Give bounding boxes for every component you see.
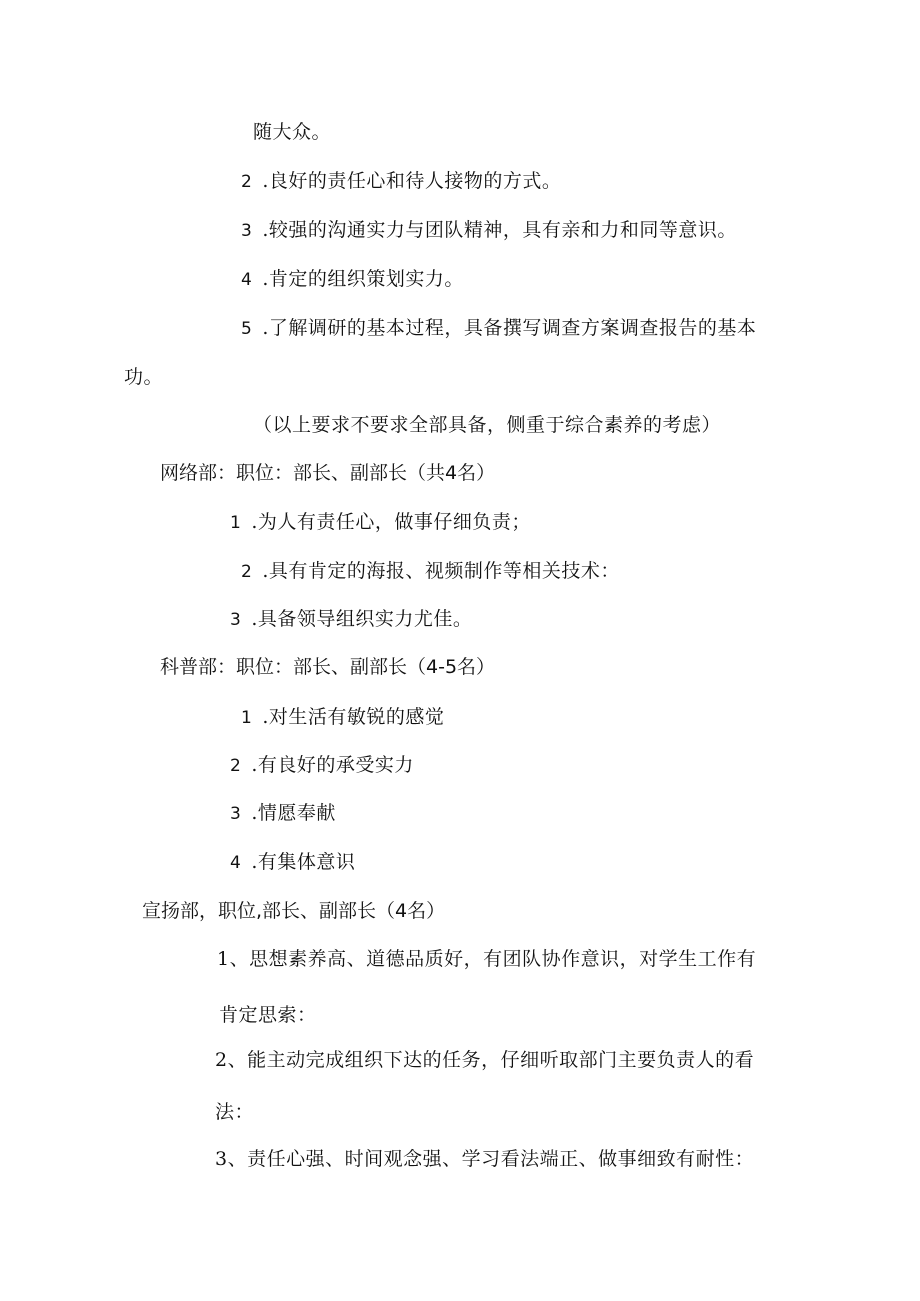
requirement-item	[241, 316, 756, 341]
item-text: .良好的责任心和待人接物的方式。	[262, 170, 562, 192]
requirement-item	[241, 169, 561, 194]
requirements-note: （以上要求不要求全部具备，侧重于综合素养的考虑）	[253, 414, 722, 436]
item-text: .了解调研的基本过程，具备撰写调查方案调查报告的基本	[262, 317, 757, 339]
item-number: 2	[241, 172, 253, 192]
item-text: .有良好的承受实力	[251, 754, 414, 776]
publicity-item: 3、责任心强、时间观念强、学习看法端正、做事细致有耐性：	[215, 1148, 755, 1170]
network-department-heading: 网络部：职位：部长、副部长（共4名）	[160, 462, 496, 484]
science-item	[241, 705, 444, 730]
requirement-item	[241, 218, 737, 243]
item-text: .具有肯定的海报、视频制作等相关技术：	[262, 560, 620, 582]
science-item	[230, 801, 336, 826]
item-number: 4	[241, 270, 253, 290]
item-text: .具备领导组织实力尤佳。	[251, 608, 473, 630]
item-text: .肯定的组织策划实力。	[262, 268, 464, 290]
publicity-item-continuation: 法：	[215, 1101, 255, 1123]
item-number: 1	[230, 513, 242, 533]
science-item	[230, 753, 414, 778]
publicity-item: 1、思想素养高、道德品质好，有团队协作意识，对学生工作有	[217, 948, 757, 970]
publicity-item: 2、能主动完成组织下达的任务，仔细听取部门主要负责人的看	[215, 1049, 755, 1071]
item-text: .对生活有敏锐的感觉	[262, 706, 445, 728]
network-item	[241, 559, 620, 584]
item-text: .有集体意识	[251, 851, 356, 873]
item-text: .情愿奉献	[251, 802, 336, 824]
item-text: .为人有责任心，做事仔细负责；	[251, 511, 531, 533]
item-number: 4	[230, 853, 242, 873]
item-number: 3	[230, 610, 242, 630]
requirement-item	[241, 267, 464, 292]
science-item	[230, 850, 355, 875]
item-number: 3	[241, 221, 253, 241]
item-number: 1	[241, 708, 253, 728]
intro-tail-text: 随大众。	[253, 121, 332, 143]
item-number: 5	[241, 319, 253, 339]
network-item	[230, 510, 531, 535]
item-number: 3	[230, 804, 242, 824]
network-item	[230, 607, 472, 632]
item-number: 2	[230, 756, 242, 776]
science-department-heading: 科普部：职位：部长、副部长（4-5名）	[160, 656, 496, 678]
item-number: 2	[241, 562, 253, 582]
publicity-item-continuation: 肯定思索：	[219, 1004, 317, 1026]
item-text: .较强的沟通实力与团队精神，具有亲和力和同等意识。	[262, 219, 737, 241]
publicity-department-heading: 宣扬部，职位,部长、副部长（4名）	[142, 900, 446, 922]
requirements-tail-text: 功。	[124, 366, 164, 388]
